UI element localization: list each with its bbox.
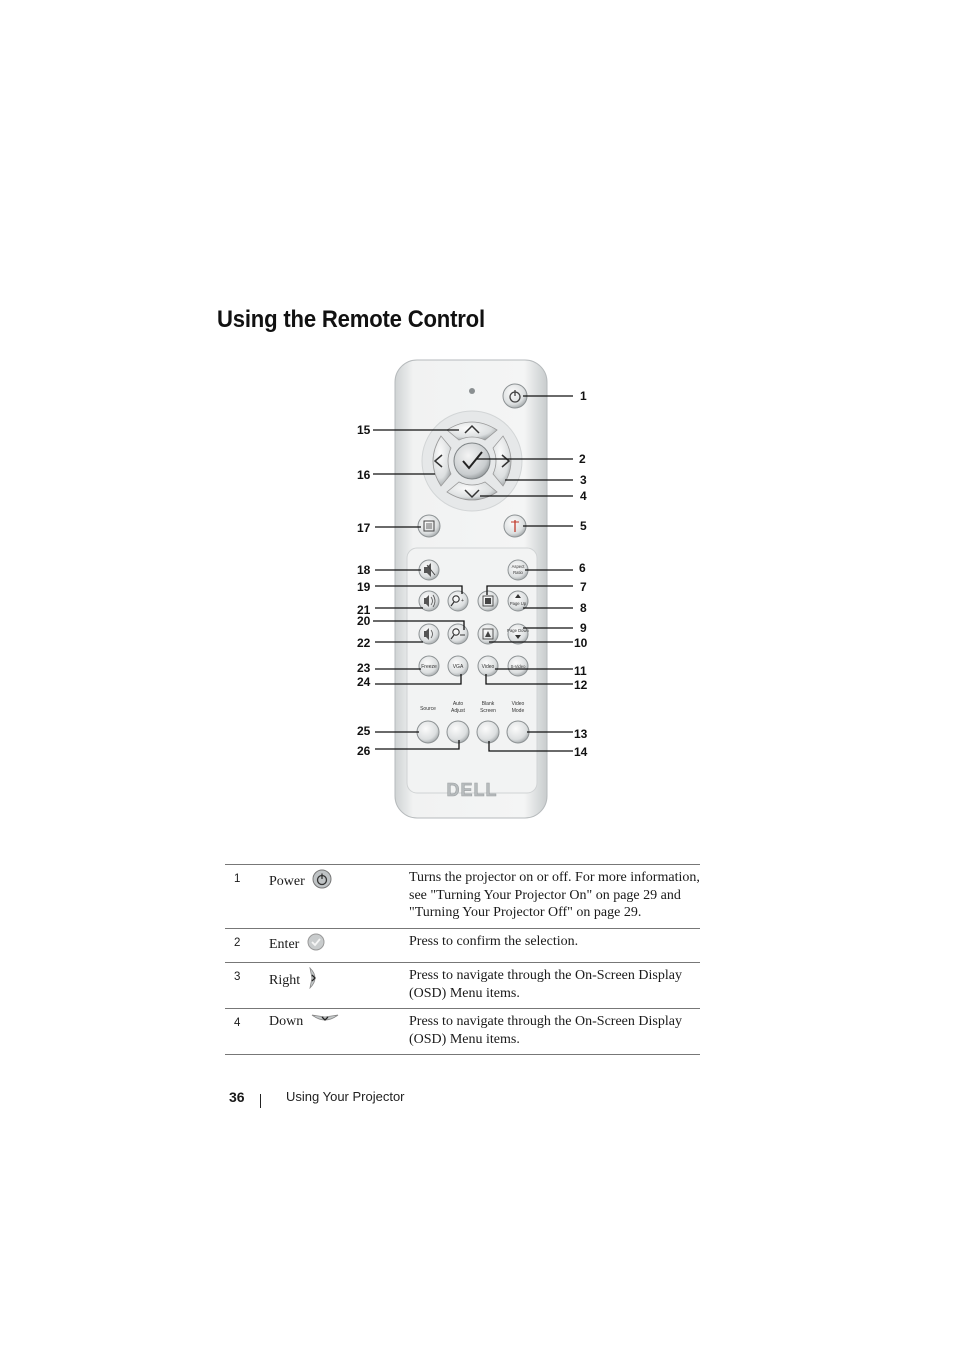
callout-5: 5 (580, 519, 587, 533)
row-number: 4 (225, 1009, 269, 1055)
svg-text:Page Up: Page Up (509, 601, 527, 606)
svg-text:Page Down: Page Down (507, 628, 529, 633)
callout-3: 3 (580, 473, 587, 487)
row-description: Turns the projector on or off. For more information, see "Turning Your Projector On" on page 29 and "Turning Your Projector Off" on page 29. (409, 865, 700, 929)
svg-text:VGA: VGA (452, 664, 464, 670)
svg-text:Freeze: Freeze (421, 664, 437, 670)
callout-9: 9 (580, 621, 587, 635)
callout-18: 18 (357, 563, 371, 577)
callout-7: 7 (580, 580, 587, 594)
callout-10: 10 (574, 636, 588, 650)
vga-button[interactable] (448, 656, 468, 676)
row-description: Press to confirm the selection. (409, 928, 700, 963)
laser-button[interactable] (504, 515, 526, 537)
callout-11: 11 (574, 664, 587, 678)
svg-text:Ratio: Ratio (513, 570, 523, 575)
callout-8: 8 (580, 601, 587, 615)
callout-21: 21 (357, 603, 371, 617)
blank-screen-label-2: Screen (480, 708, 496, 714)
source-label: Source (420, 706, 436, 712)
menu-button[interactable] (418, 515, 440, 537)
callout-26: 26 (357, 744, 371, 758)
chevron-down-icon (311, 1013, 339, 1031)
row-name: Down (269, 1014, 304, 1029)
callout-4: 4 (580, 489, 587, 503)
row-description: Press to navigate through the On-Screen Display (OSD) Menu items. (409, 963, 700, 1009)
video-mode-label-1: Video (511, 701, 525, 707)
page-title: Using the Remote Control (217, 306, 485, 333)
footer-divider (260, 1094, 261, 1108)
callout-17: 17 (357, 521, 371, 535)
check-icon (307, 933, 325, 957)
dell-logo: DELL (446, 780, 498, 800)
callout-1: 1 (580, 389, 587, 403)
chevron-right-icon (308, 967, 320, 995)
svg-text:+: + (461, 598, 464, 604)
enter-button[interactable] (454, 443, 490, 479)
row-name-cell (269, 928, 409, 963)
callout-16: 16 (357, 468, 371, 482)
callout-23: 23 (357, 661, 371, 675)
auto-adjust-label-2: Adjust (451, 708, 465, 714)
video-mode-button[interactable] (507, 721, 529, 743)
svg-text:S-Video: S-Video (510, 664, 526, 669)
auto-adjust-button[interactable] (447, 721, 469, 743)
callout-12: 12 (574, 678, 588, 692)
s-video-button[interactable] (508, 656, 528, 676)
remote-keys-table (225, 864, 700, 1055)
row-name-cell (269, 963, 409, 1009)
page-number: 36 (229, 1089, 245, 1105)
callout-6: 6 (579, 561, 586, 575)
callout-2: 2 (579, 452, 586, 466)
row-name-cell (269, 1009, 409, 1055)
callout-20: 20 (357, 614, 371, 628)
callout-14: 14 (574, 745, 588, 759)
row-name: Power (269, 873, 305, 889)
blank-screen-label-1: Blank (481, 701, 495, 707)
callout-19: 19 (357, 580, 371, 594)
footer-section-title: Using Your Projector (286, 1089, 405, 1104)
video-mode-label-2: Mode (511, 708, 525, 714)
row-number: 2 (225, 928, 269, 963)
row-description: Press to navigate through the On-Screen Display (OSD) Menu items. (409, 1009, 700, 1055)
table-row (225, 1009, 700, 1055)
svg-text:Aspect: Aspect (511, 564, 525, 569)
callout-15: 15 (357, 423, 371, 437)
freeze-button[interactable] (419, 656, 439, 676)
callout-24: 24 (357, 675, 371, 689)
video-button[interactable] (478, 656, 498, 676)
keystone-up-button[interactable] (478, 591, 498, 611)
callout-25: 25 (357, 724, 371, 738)
row-number: 1 (225, 865, 269, 929)
volume-down-button[interactable] (419, 624, 439, 644)
table-row (225, 865, 700, 929)
table-row (225, 963, 700, 1009)
remote-control-figure (355, 358, 605, 840)
row-number: 3 (225, 963, 269, 1009)
mute-button[interactable] (419, 560, 439, 580)
source-button[interactable] (417, 721, 439, 743)
callout-13: 13 (574, 727, 588, 741)
svg-text:Video: Video (481, 664, 495, 670)
power-icon (312, 869, 332, 895)
zoom-in-button[interactable] (448, 591, 468, 611)
keystone-down-button[interactable] (478, 624, 498, 644)
auto-adjust-label-1: Auto (452, 701, 464, 707)
table-row (225, 928, 700, 963)
zoom-out-button[interactable] (448, 624, 468, 644)
row-name: Right (269, 972, 301, 988)
row-name-cell (269, 865, 409, 929)
row-name: Enter (269, 936, 300, 952)
blank-screen-button[interactable] (477, 721, 499, 743)
callout-22: 22 (357, 636, 371, 650)
